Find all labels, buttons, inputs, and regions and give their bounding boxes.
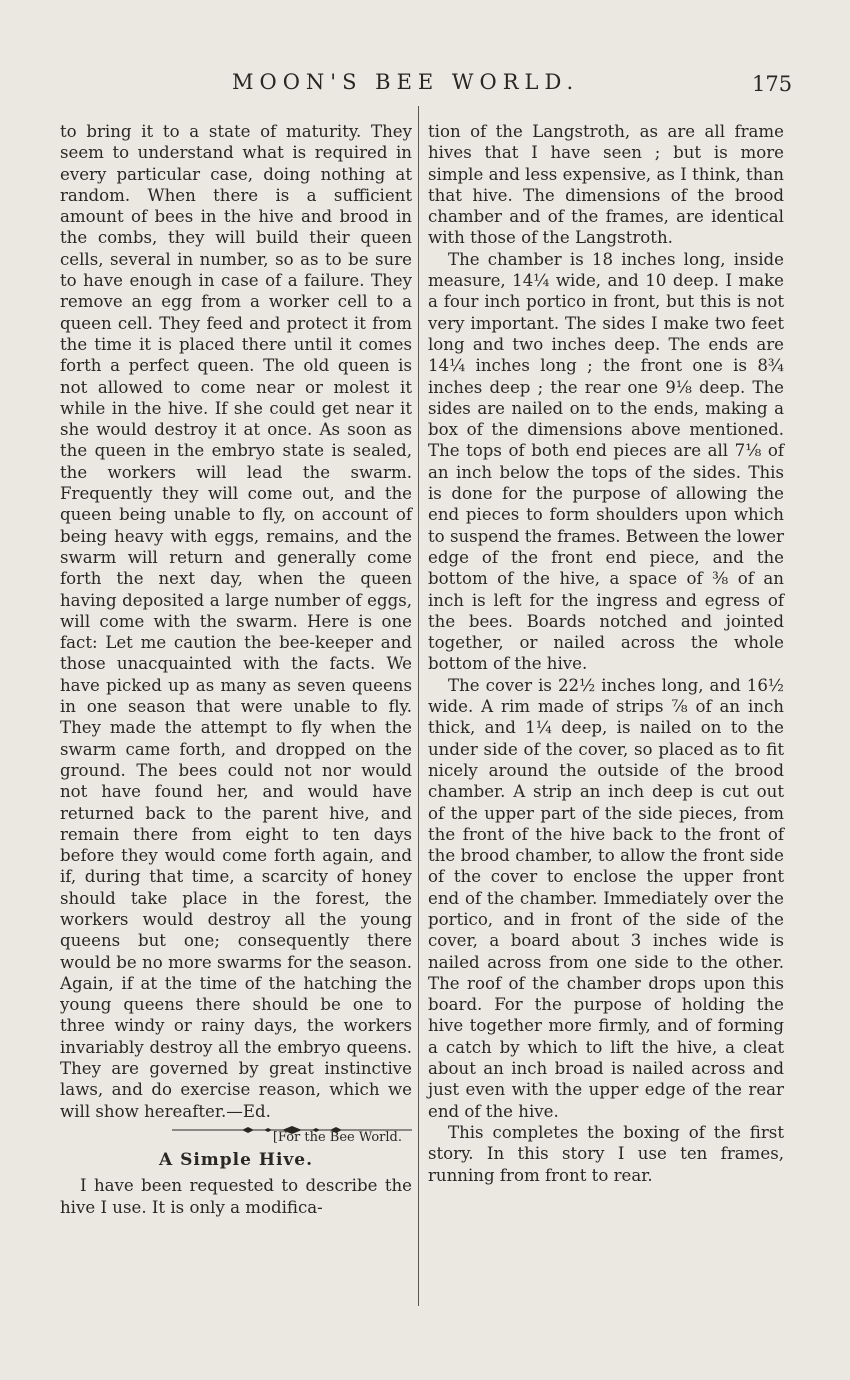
- column-divider: [418, 106, 419, 1306]
- running-header: [0, 66, 850, 106]
- paragraph: tion of the Langstroth, as are all frame hives that I have seen ; but is more simple and less expensive, as I think, than that hive. The dimensions of the brood chamber and of the frames, are identical with those of the Langstroth.: [428, 122, 784, 248]
- right-column: [428, 121, 784, 1186]
- byline: [For the Bee World.: [272, 1129, 402, 1145]
- journal-title: MOON'S BEE WORLD.: [232, 70, 580, 94]
- page-number: 175: [752, 72, 793, 96]
- article-opening-paragraph: I have been requested to describe the hive I use. It is only a modifica-: [60, 1176, 412, 1217]
- paragraph: This completes the boxing of the first story. In this story I use ten frames, running from front to rear.: [428, 1122, 784, 1185]
- article-continuation-paragraph: to bring it to a state of maturity. They seem to understand what is required in every particular case, doing nothing at random. When there is a sufficient amount of bees in the hive and brood in the combs, they will build their queen cells, several in number, so as to be sure to have enough in case of a failure. They remove an egg from a worker cell to a queen cell. They feed and protect it from the time it is placed there until it comes forth a perfect queen. The old queen is not allowed to come near or molest it while in the hive. If she could get near it she would destroy it at once. As soon as the queen in the embryo state is sealed, the workers will lead the swarm. Frequently they will come out, and the queen being unable to fly, on account of being heavy with eggs, remains, and the swarm will return and generally come forth the next day, when the queen having deposited a large number of eggs, will come with the swarm. Here is one fact: Let me caution the bee-keeper and those unacquainted with the facts. We have picked up as many as seven queens in one season that were unable to fly. They made the attempt to fly when the swarm came forth, and dropped on the ground. The bees could not nor would not have found her, and would have returned back to the parent hive, and remain there from eight to ten days before they would come forth again, and if, during that time, a scarcity of honey should take place in the forest, the workers would destroy all the young queens but one; consequently there would be no more swarms for the season. Again, if at the time of the hatching the young queens there should be one to three windy or rainy days, the workers invariably destroy all the embryo queens. They are governed by great instinctive laws, and do exercise reason, which we will show hereafter.—Ed.: [60, 122, 412, 1121]
- paragraph: The chamber is 18 inches long, inside measure, 14¼ wide, and 10 deep. I make a four inch portico in front, but this is not very important. The sides I make two feet long and two inches deep. The ends are 14¼ inches long ; the front one is 8¾ inches deep ; the rear one 9⅛ deep. The sides are nailed on to the ends, making a box of the dimensions above mentioned. The tops of both end pieces are all 7⅛ of an inch below the tops of the sides. This is done for the purpose of allowing the end pieces to form shoulders upon which to suspend the frames. Between the lower edge of the front end piece, and the bottom of the hive, a space of ⅜ of an inch is left for the ingress and egress of the bees. Boards notched and jointed together, or nailed across the whole bottom of the hive.: [428, 249, 784, 674]
- paragraph: The cover is 22½ inches long, and 16½ wide. A rim made of strips ⅞ of an inch thick, and 1¼ deep, is nailed on to the under side of the cover, so placed as to fit nicely around the outside of the brood chamber. A strip an inch deep is cut out of the upper part of the side pieces, from the front of the hive back to the front of the brood chamber, to allow the front side of the cover to enclose the upper front end of the chamber. Immediately over the portico, and in front of the side of the cover, a board about 3 inches wide is nailed across from one side to the other. The roof of the chamber drops upon this board. For the purpose of holding the hive together more firmly, and of forming a catch by which to lift the hive, a cleat about an inch broad is nailed across and just even with the upper edge of the rear end of the hive.: [428, 675, 784, 1121]
- left-column: [60, 121, 412, 1218]
- article-title: A Simple Hive.: [158, 1149, 314, 1170]
